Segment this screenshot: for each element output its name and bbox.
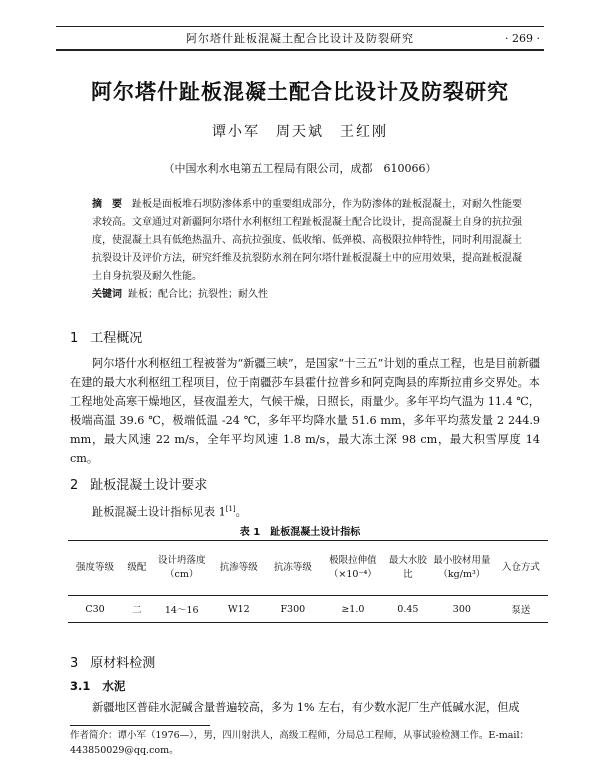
table-1 (68, 540, 548, 623)
table-cell: 泵送 (511, 605, 531, 616)
table-header-cell: 极限拉伸值（×10⁻⁴） (320, 541, 386, 596)
abstract (92, 196, 528, 286)
table-cell: 二 (132, 605, 142, 616)
authors: 谭小军 周天斌 王红刚 (212, 124, 388, 140)
affiliation: （中国水利水电第五工程局有限公司，成都 610066） (163, 162, 437, 175)
section-1-paragraph: 阿尔塔什水利枢纽工程被誉为“新疆三峡”，是国家“十三五”计划的重点工程，也是目前新疆在建的最大水利枢纽工程项目，位于南疆莎车县霍什拉普乡和阿克陶县的库斯拉甫乡交界处。本工程地处高寒干燥地区，昼夜温差大，气候干燥，日照长，雨量少。多年平均气温为 11.4 ℃，极端高温 39.6 ℃，极端低温 -24 ℃，多年平均降水量 51.6 mm，多年平均蒸发量 2 244.9 mm，最大风速 22 m/s，全年平均风速 1.8 m/s，最大冻土深 98 cm，最大积雪厚度 14 cm。 (70, 357, 541, 465)
section-1-heading (70, 327, 142, 346)
table-header-cell: 入仓方式 (494, 541, 548, 596)
keywords-text: 趾板；配合比；抗裂性；耐久性 (128, 289, 268, 300)
subsection-3-1-title: 水泥 (102, 679, 126, 693)
abstract-text: 趾板是面板堆石坝防渗体系中的重要组成部分，作为防渗体的趾板混凝土，对耐久性能要求较高。文章通过对新疆阿尔塔什水利枢纽工程趾板混凝土配合比设计，提高混凝土自身的抗拉强度，使混凝土具有低绝热温升、高抗拉强度、低收缩、低弹模、高极限拉伸特性，同时利用混凝土抗裂设计及评价方法，研究纤维及抗裂防水剂在阿尔塔什趾板混凝土中的应用效果，提高趾板混凝土自身抗裂及耐久性能。 (92, 199, 522, 282)
table-header-cell: 设计坍落度（cm） (152, 541, 212, 596)
table-cell: ≥1.0 (341, 603, 365, 615)
table-row (68, 596, 548, 623)
section-3-title: 原材料检测 (90, 656, 156, 671)
section-2-title: 趾板混凝土设计要求 (90, 478, 208, 493)
running-title: 阿尔塔什趾板混凝土配合比设计及防裂研究 (186, 32, 414, 45)
table-header-cell: 抗冻等级 (266, 541, 320, 596)
table-cell: C30 (85, 603, 105, 615)
table-cell: 0.45 (397, 603, 419, 615)
section-3-paragraph: 新疆地区普硅水泥碱含量普遍较高，多为 1% 左右，有少数水泥厂生产低碱水泥，但成 (92, 701, 520, 714)
table-1-caption: 表 1 趾板混凝土设计指标 (239, 527, 361, 538)
citation-ref: [1] (225, 505, 236, 513)
author-footnote: 作者简介：谭小军（1976—），男，四川射洪人，高级工程师，分局总工程师，从事试验检测工作。E-mail：443850029@qq.com。 (70, 730, 529, 756)
section-2-paragraph (70, 500, 540, 522)
table-cell: W12 (227, 603, 250, 615)
footnote-rule (70, 725, 210, 726)
section-2-intro-end: 。 (235, 505, 247, 519)
section-3-heading (70, 652, 155, 671)
table-header-cell: 最大水胶比 (386, 541, 430, 596)
section-3-number: 3 (70, 656, 79, 671)
section-2-number: 2 (70, 478, 79, 493)
table-header-cell: 级配 (122, 541, 152, 596)
table-cell: F300 (280, 603, 306, 615)
table-header-cell: 强度等级 (68, 541, 122, 596)
subsection-3-1-heading (70, 678, 125, 694)
paper-title: 阿尔塔什趾板混凝土配合比设计及防裂研究 (91, 80, 509, 104)
running-header (56, 26, 544, 51)
table-cell: 300 (452, 603, 471, 615)
section-2-heading (70, 474, 207, 493)
keywords-label: 关键词 (92, 289, 122, 300)
section-1-number: 1 (70, 331, 79, 346)
abstract-label: 摘 要 (92, 199, 122, 210)
table-header-cell: 抗渗等级 (212, 541, 266, 596)
section-2-intro: 趾板混凝土设计指标见表 1 (92, 505, 226, 519)
subsection-3-1-number: 3.1 (70, 679, 91, 693)
page-number: · 269 · (505, 31, 540, 45)
table-cell: 14～16 (164, 605, 199, 616)
keywords (92, 285, 268, 300)
section-1-title: 工程概况 (90, 331, 143, 346)
table-header-cell: 最小胶材用量（kg/m³） (430, 541, 494, 596)
table-header-row (68, 541, 548, 596)
